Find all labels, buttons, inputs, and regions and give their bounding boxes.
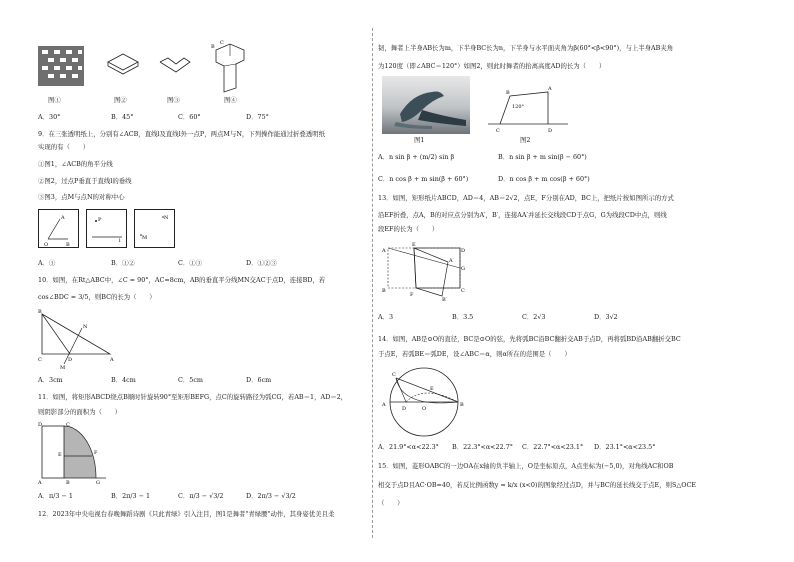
svg-text:O: O [44, 242, 49, 248]
q11-option-a[interactable]: A．π/3 − 1 [38, 492, 73, 500]
q14-option-b[interactable]: B．22.3°<α<22.7° [452, 443, 513, 451]
svg-text:B: B [211, 44, 215, 50]
q12-option-d[interactable]: D．n cos β + m cos(β + 60°) [498, 175, 590, 183]
q8-option-d[interactable]: D．75° [246, 113, 269, 121]
svg-text:l: l [119, 238, 121, 244]
q9-figure-3 [134, 209, 176, 249]
svg-text:D: D [402, 406, 407, 412]
svg-text:C: C [66, 422, 70, 428]
q11-option-d[interactable]: D．2π/3 − √3/2 [246, 492, 296, 500]
svg-text:B: B [506, 90, 510, 96]
q12-option-b[interactable]: B．n sin β + m sin(β − 60°) [498, 153, 587, 161]
q12-stem-line-1: 12．2023年中央电视台春晚舞蹈诗剧《只此青绿》引入注目，图1是舞者"青绿腰"动作，其身姿优美且柔 [38, 510, 335, 518]
svg-text:E: E [58, 452, 62, 458]
q9-option-a[interactable]: A．① [38, 259, 56, 267]
q12-figure-2 [484, 84, 570, 136]
q12-figure-1-caption: 图1 [414, 136, 425, 144]
q13-stem-line-3: 段EF的长为（ ） [378, 225, 439, 233]
svg-text:M: M [60, 365, 66, 370]
svg-text:P: P [98, 217, 102, 223]
q12-option-a[interactable]: A．n sin β + (m/2) sin β [378, 153, 455, 161]
svg-text:E: E [430, 386, 434, 392]
q10-stem-line-1: 10．如图，在Rt△ABC中，∠C = 90°，AC=8cm，AB的垂直平分线MN交AC于点D，连接BD，若 [38, 276, 326, 284]
svg-text:N: N [83, 324, 88, 330]
svg-text:B: B [382, 288, 386, 294]
svg-text:E: E [412, 242, 416, 248]
q8-caption-4: 图④ [224, 96, 237, 104]
q9-option-c[interactable]: C．①③ [178, 259, 203, 267]
q8-figure-2 [106, 52, 140, 78]
q12-dancer-photo [382, 76, 470, 134]
svg-text:F: F [410, 292, 414, 298]
svg-text:D: D [38, 422, 43, 428]
svg-text:C: C [392, 372, 396, 378]
svg-text:M: M [142, 235, 148, 241]
q8-figure-3 [158, 54, 192, 80]
svg-text:A: A [110, 357, 114, 363]
q13-stem-line-1: 13．如图，矩形纸片ABCD，AD＝4，AB＝2√2，点E，F分别在AD，BC上，把纸片按如图所示的方式 [378, 194, 674, 202]
svg-text:B: B [38, 309, 42, 315]
q10-stem-line-2: cos∠BDC = 3/5，则BC的长为（ ） [38, 293, 156, 301]
q15-stem-line-2: 相交于点D且AC·OB=40，若反比例函数y = k/x (x<0)的图象经过点D，并与BC的延长线交于点E，则S△OCE [378, 481, 697, 489]
q12-angle-label: 120° [512, 104, 525, 110]
q12-stem-line-2: 韧，舞者上半身AB长为m，下半身BC长为n，下半身与水平面夹角为β(60°<β<90°)，与上半身AB夹角 [378, 44, 674, 52]
svg-text:A: A [382, 248, 386, 254]
q9-option-b[interactable]: B．①② [111, 259, 135, 267]
q14-option-a[interactable]: A．21.9°<α<22.3° [378, 443, 439, 451]
svg-text:D: D [461, 248, 466, 254]
svg-text:A: A [382, 402, 386, 408]
q8-figure-1 [38, 44, 86, 88]
q15-stem-line-3: （ ） [378, 499, 404, 507]
svg-text:O: O [422, 406, 427, 412]
q11-option-b[interactable]: B．2π/3 − 1 [111, 492, 151, 500]
q14-figure [378, 364, 472, 438]
svg-text:B′: B′ [442, 297, 447, 302]
svg-text:A: A [61, 215, 65, 221]
q12-option-c[interactable]: C．n cos β + m sin(β + 60°) [378, 175, 469, 183]
q12-stem-line-3: 为120度（即∠ABC＝120°）如图2，则此时舞者的抬离高度AD的长为（ ） [378, 62, 606, 70]
q11-stem-line-2: 则阴影部分的面积为（ ） [38, 408, 122, 416]
svg-text:C: C [38, 357, 42, 363]
svg-text:D: D [68, 357, 73, 363]
q10-option-a[interactable]: A．3cm [38, 376, 63, 384]
q10-option-d[interactable]: D．6cm [246, 376, 272, 384]
q15-stem-line-1: 15．如图，菱形OABC的一边OA在x轴的负半轴上，O是坐标原点，A点坐标为(−5,0)，对角线AC和OB [378, 462, 674, 470]
left-column [0, 0, 372, 562]
q13-option-c[interactable]: C．2√3 [522, 313, 546, 321]
svg-text:G: G [96, 480, 100, 486]
q13-option-b[interactable]: B．3.5 [452, 313, 474, 321]
svg-text:D: D [548, 128, 553, 134]
svg-text:A: A [38, 480, 42, 486]
q8-option-b[interactable]: B．45° [111, 113, 134, 121]
q10-figure [36, 308, 120, 370]
svg-text:B: B [460, 402, 464, 408]
q11-figure [36, 420, 116, 486]
q13-option-d[interactable]: D．3√2 [594, 313, 618, 321]
q12-figure-2-caption: 图2 [520, 136, 531, 144]
q14-option-c[interactable]: C．22.7°<α<23.1° [522, 443, 584, 451]
svg-text:C: C [496, 128, 500, 134]
q8-option-a[interactable]: A．30° [38, 113, 61, 121]
q8-figure-4 [208, 40, 252, 96]
svg-text:B: B [66, 242, 70, 248]
q14-option-d[interactable]: D．23.1°<α<23.5° [594, 443, 656, 451]
svg-text:F: F [94, 450, 98, 456]
q8-caption-3: 图③ [167, 96, 180, 104]
q9-item-3: ③图3，点M与点N的对称中心 [38, 193, 125, 201]
q9-stem-line-2: 实现的有（ ） [38, 143, 90, 151]
svg-text:A′: A′ [449, 258, 454, 264]
svg-text:A: A [548, 86, 552, 92]
svg-text:C: C [220, 40, 224, 46]
q8-caption-1: 图① [48, 96, 61, 104]
q9-item-2: ②图2，过点P垂直于直线l的垂线 [38, 177, 132, 185]
svg-text:B: B [66, 480, 70, 486]
q9-figure-2 [86, 209, 128, 249]
q9-option-d[interactable]: D．①②③ [246, 259, 277, 267]
q10-option-b[interactable]: B．4cm [111, 376, 136, 384]
q10-option-c[interactable]: C．5cm [178, 376, 203, 384]
q11-stem-line-1: 11．如图，将矩形ABCD绕点B顺时针旋转90°至矩形BEFG，点C的旋转路径为弧CG，若AB＝1，AD＝2， [38, 393, 348, 401]
q14-stem-line-2: 于点E，若弧BE＝弧DE，设∠ABC＝α，则α所在的范围是（ ） [378, 350, 571, 358]
q11-option-c[interactable]: C．π/3 − √3/2 [178, 492, 224, 500]
q9-stem-line-1: 9．在三张透明纸上，分别有∠ACB，直线l及直线l外一点P，两点M与N，下列操作能通过折叠透明纸 [38, 130, 325, 138]
right-column [372, 0, 794, 562]
svg-text:N: N [164, 215, 169, 221]
q14-stem-line-1: 14．如图，AB是⊙O的直径，BC是⊙O的弦，先将弧BC沿BC翻折交AB于点D，再将弧BD沿AB翻折交BC [378, 335, 681, 343]
q8-caption-2: 图② [114, 96, 127, 104]
svg-text:C: C [461, 288, 465, 294]
q9-item-1: ①图1，∠ACB的角平分线 [38, 160, 113, 168]
q13-figure [380, 240, 470, 302]
q9-figure-1 [38, 209, 80, 249]
q13-option-a[interactable]: A．3 [378, 313, 394, 321]
q8-option-c[interactable]: C．60° [178, 113, 201, 121]
svg-text:G: G [461, 266, 465, 272]
q13-stem-line-2: 沿EF折叠，点A，B的对应点分别为A′，B′，连接AA′并延长交线段CD于点G，G为线段CD中点，则线 [378, 211, 667, 219]
